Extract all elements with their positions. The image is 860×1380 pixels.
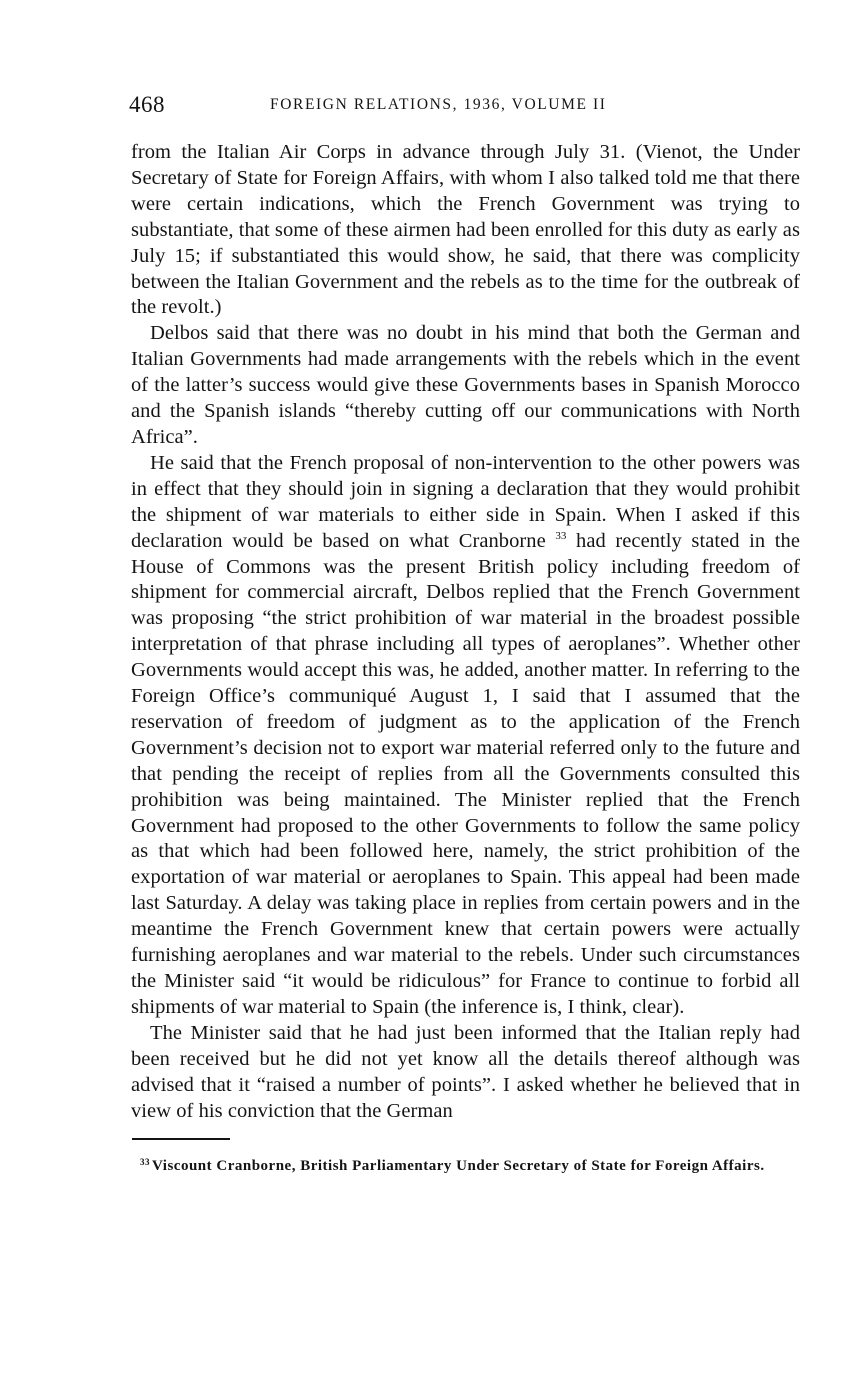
document-page <box>131 92 800 1175</box>
paragraph-text: had recently stated in the House of Commons was the present British policy including freedom of shipment for commercial aircraft, Delbos replied that the French Government was proposing “the strict prohibition of war material in the broadest possible interpretation of that phrase including all types of aeroplanes”. Whether other Governments would accept this was, he added, another matter. In referring to the Foreign Office’s communiqué August 1, I said that I assumed that the reservation of freedom of judgment as to the application of the French Government’s decision not to export war material referred only to the future and that pending the receipt of replies from all the Governments consulted this prohibition was being maintained. The Minister replied that the French Government had proposed to the other Governments to follow the same policy as that which had been followed here, namely, the strict prohibition of the exportation of war material or aeroplanes to Spain. This appeal had been made last Saturday. A delay was taking place in replies from certain powers and in the meantime the French Government knew that certain powers were actually furnishing aeroplanes and war material to the rebels. Under such circumstances the Minister said “it would be ridiculous” for France to continue to forbid all shipments of war material to Spain (the inference is, I think, clear). <box>131 529 800 1018</box>
footnote-divider <box>132 1138 230 1140</box>
running-head: FOREIGN RELATIONS, 1936, VOLUME II <box>270 96 607 113</box>
footnote-marker: 33 <box>140 1157 150 1168</box>
paragraph-continuation: from the Italian Air Corps in advance through July 31. (Vienot, the Under Secretary of State for Foreign Affairs, with whom I also talked told me that there were certain indications, which the French Government was trying to substantiate, that some of these airmen had been enrolled for this duty as early as July 15; if substantiated this would show, he said, that there was complicity between the Italian Government and the rebels as to the time for the outbreak of the revolt.) <box>131 141 800 319</box>
body-text <box>131 140 800 1124</box>
page-header <box>131 92 800 122</box>
paragraph-delbos: Delbos said that there was no doubt in his mind that both the German and Italian Governments had made arrangements with the rebels which in the event of the latter’s success would give these Governments bases in Spanish Morocco and the Spanish islands “thereby cutting off our communications with North Africa”. <box>131 322 800 448</box>
footnote-reference: 33 <box>555 529 567 542</box>
paragraph-non-intervention <box>131 451 800 1021</box>
footnote-text: Viscount Cranborne, British Parliamentary Under Secretary of State for Foreign Affairs. <box>152 1158 765 1175</box>
footnote <box>131 1157 800 1175</box>
page-number: 468 <box>129 92 165 117</box>
paragraph-italian-reply: The Minister said that he had just been informed that the Italian reply had been received but he did not yet know all the details thereof although was advised that it “raised a number of points”. I asked whether he believed that in view of his conviction that the German <box>131 1021 800 1122</box>
paragraph-text: He said that the French proposal of non-intervention to the other powers was in effect that they should join in signing a declaration that they would prohibit the shipment of war materials to either side in Spain. When I asked if this declaration would be based on what Cranborne <box>131 451 800 552</box>
